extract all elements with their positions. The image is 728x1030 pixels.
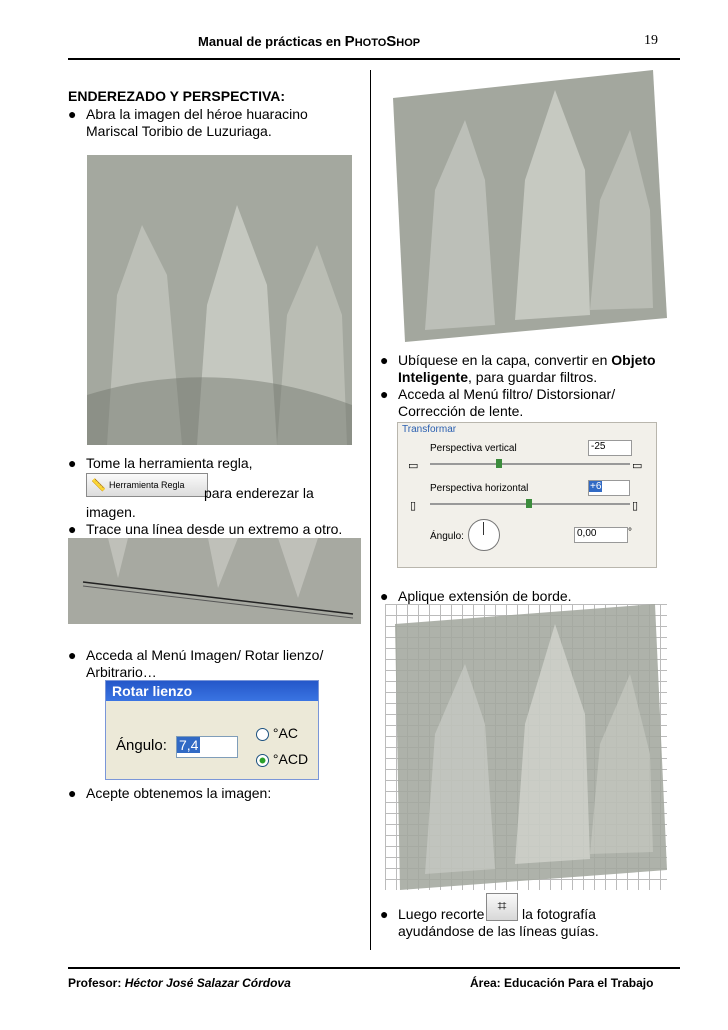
option-clockwise[interactable]: °AC [256,725,298,741]
perspective-right2-icon: ▯ [632,500,639,512]
radio-selected-icon [256,754,269,767]
ruler-tool-button[interactable]: 📏 Herramienta Regla [86,473,208,497]
header-rule [68,58,680,60]
step-ruler-text-cont: imagen. [86,504,136,520]
slider-thumb-icon[interactable] [496,459,502,468]
vertical-perspective-label: Perspectiva vertical [430,443,517,454]
bullet-icon: ● [380,906,389,922]
angle-input[interactable]: 0,00 [574,527,628,543]
radio-icon [256,728,269,741]
angle-label: Ángulo: [430,531,464,542]
horizontal-perspective-label: Perspectiva horizontal [430,483,529,494]
footer-area: Área: Educación Para el Trabajo [470,976,654,990]
bullet-icon: ● [68,785,77,801]
section-title: ENDEREZADO Y PERSPECTIVA: [68,88,286,104]
bullet-icon: ● [380,588,389,604]
bullet-icon: ● [380,352,389,368]
step-draw-line: ● Trace una línea desde un extremo a otro. [68,521,343,537]
step-ruler-tool: ● Tome la herramienta regla, [68,455,253,471]
bullet-icon: ● [68,106,77,122]
panel-title: Transformar [402,424,457,435]
footer-rule [68,967,680,969]
vertical-perspective-input[interactable]: -25 [588,440,632,456]
angle-input[interactable]: 7,4 [176,736,238,758]
option-counterclockwise[interactable]: °ACD [256,751,308,767]
angle-label: Ángulo: [116,737,167,754]
statue-photo-rotated [385,70,667,342]
step-lens-correction: ● Acceda al Menú filtro/ Distorsionar/ Corrección de lente. [380,386,616,419]
rotate-canvas-dialog [105,680,319,780]
bullet-icon: ● [380,386,389,402]
step-crop: ● Luego recorte [380,906,485,922]
statue-photo-ruler [68,538,361,624]
header-title: Manual de prácticas en PHOTOSHOP [198,33,421,50]
bullet-icon: ● [68,647,77,663]
step-open-image: ● Abra la imagen del héroe huaracino Mariscal Toribio de Luzuriaga. [68,106,308,139]
degree-symbol: ° [628,527,632,538]
ruler-icon: 📏 [91,478,106,492]
step-crop-text2: ayudándose de las líneas guías. [398,923,599,939]
page-number: 19 [644,33,658,48]
statue-photo-original [87,155,352,445]
bullet-icon: ● [68,521,77,537]
step-rotate-canvas: ● Acceda al Menú Imagen/ Rotar lienzo/ Arbitrario… [68,647,324,680]
footer-author: Profesor: Héctor José Salazar Córdova [68,976,291,990]
step-smart-object: ● Ubíquese en la capa, convertir en Objeto Inteligente, para guardar filtros. [380,352,656,385]
vertical-perspective-slider[interactable] [430,463,630,465]
column-divider [370,70,371,950]
statue-photo-grid [385,604,667,890]
transform-panel [397,422,657,568]
step-ruler-text: para enderezar la [204,485,314,501]
bullet-icon: ● [68,455,77,471]
perspective-left-icon: ▭ [408,460,419,472]
step-crop-text: la fotografía [522,906,596,922]
step-edge-extension: ● Aplique extensión de borde. [380,588,572,604]
perspective-right-icon: ▭ [632,460,643,472]
slider-thumb2-icon[interactable] [526,499,532,508]
step-accept: ● Acepte obtenemos la imagen: [68,785,272,801]
perspective-left2-icon: ▯ [410,500,417,512]
horizontal-perspective-input[interactable]: +6 [588,480,630,496]
crop-tool-icon[interactable]: ⌗ [486,893,518,921]
dialog-title: Rotar lienzo [106,681,318,701]
angle-dial-icon[interactable] [468,519,500,551]
